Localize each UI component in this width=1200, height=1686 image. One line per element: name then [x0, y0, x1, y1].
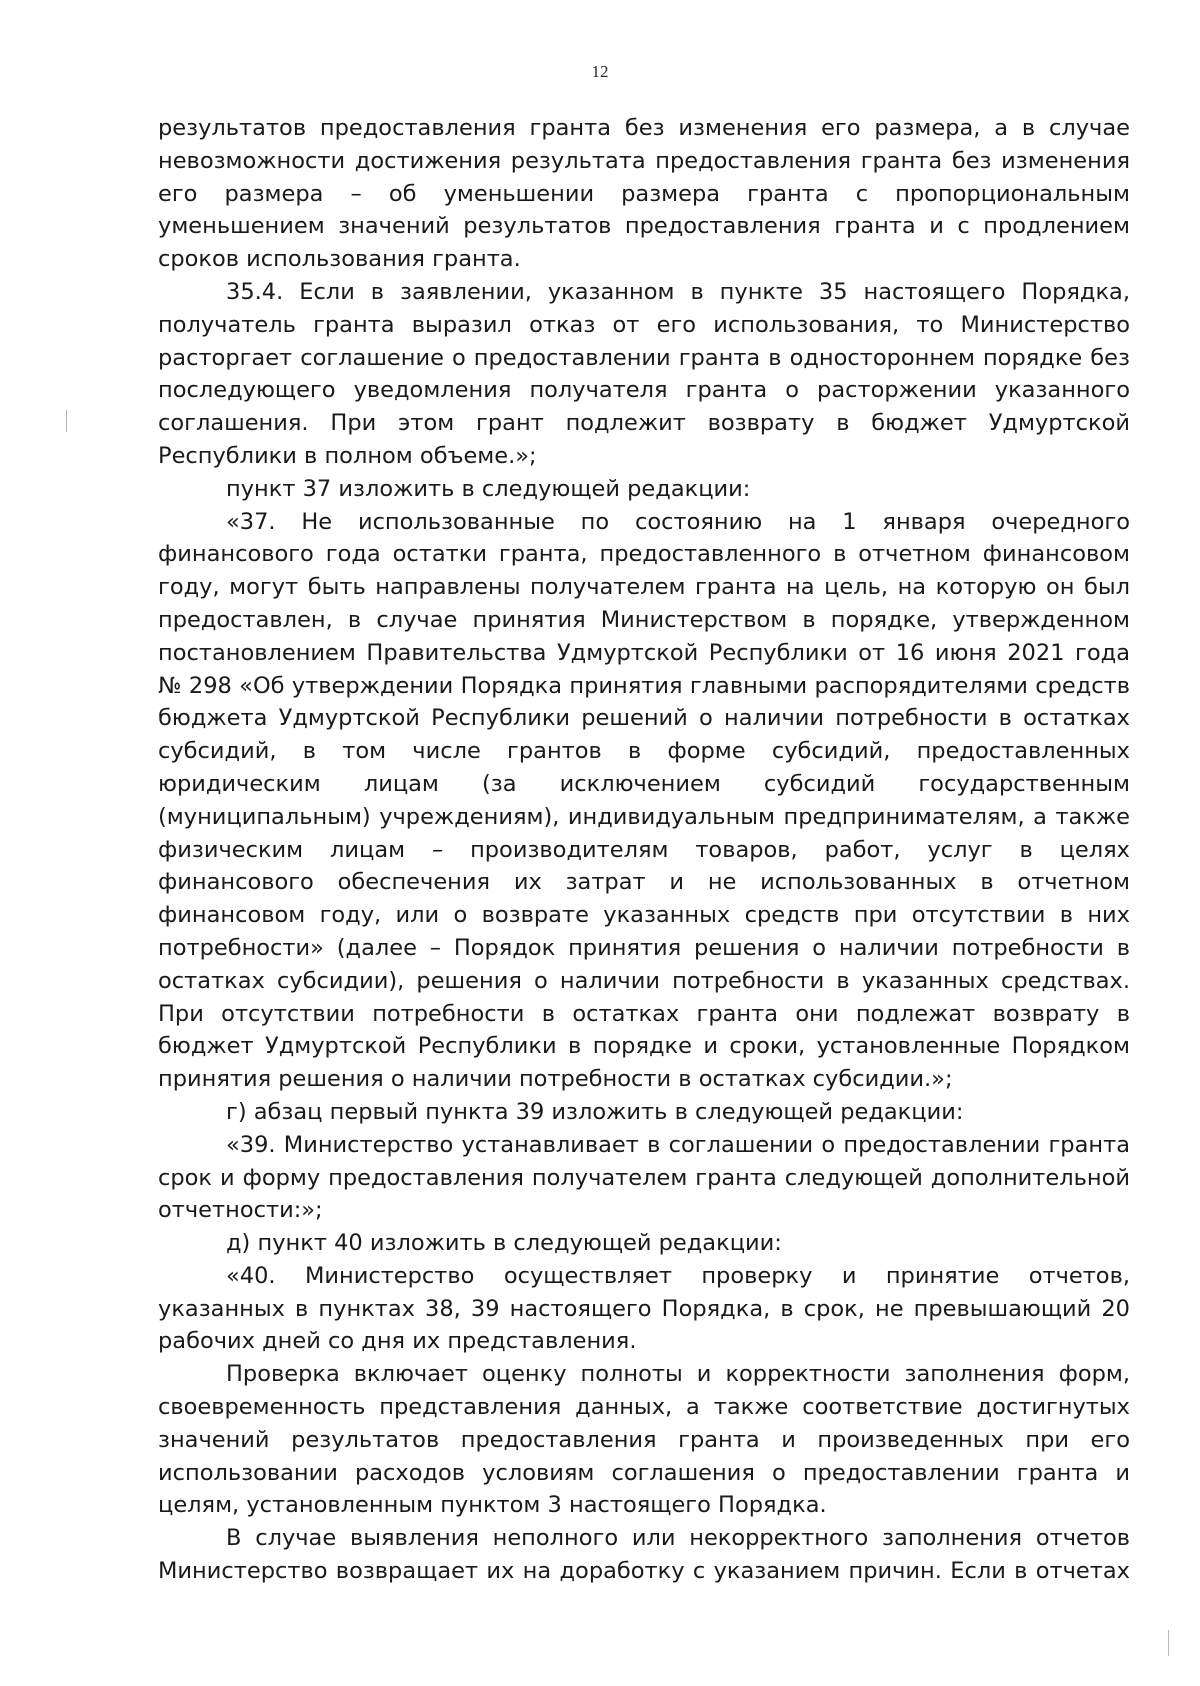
paragraph-37: «37. Не использованные по состоянию на 1 января очередного финансового года остатки гранта, предоставленного в отчетном финансовом году, могут быть направлены получателем гранта на цель, на которую он был предоставлен, в случае принятия Министерством в порядке, утвержденном постановлением Правительства Удмуртской Республики от 16 июня 2021 года № 298 «Об утверждении Порядка принятия главными распорядителями средств бюджета Удмуртской Республики решений о наличии потребности в остатках субсидий, в том числе грантов в форме субсидий, предоставленных юридическим лицам (за исключением субсидий государственным (муниципальным) учреждениям), индивидуальным предпринимателям, а также физическим лицам – производителям товаров, работ, услуг в целях финансового обеспечения их затрат и не использованных в отчетном финансовом году, или о возврате указанных средств при отсутствии в них потребности» (далее – Порядок принятия решения о наличии потребности в остатках субсидии), решения о наличии потребности в указанных средствах. При отсутствии потребности в остатках гранта они подлежат возврату в бюджет Удмуртской Республики в порядке и сроки, установленные Порядком принятия решения о наличии потребности в остатках субсидии.»;: [158, 508, 1130, 1093]
paragraph-amend-39: г) абзац первый пункта 39 изложить в следующей редакции:: [226, 1098, 964, 1125]
paragraph-incomplete-reports: В случае выявления неполного или некорректного заполнения отчетов Министерство возвращает их на доработку с указанием причин. Если в отчетах: [158, 1525, 1130, 1585]
paragraph-verification: Проверка включает оценку полноты и корректности заполнения форм, своевременность представления данных, а также соответствие достигнутых значений результатов предоставления гранта и произведенных при его использовании расходов условиям соглашения о предоставлении гранта и целям, установленным пунктом 3 настоящего Порядка.: [158, 1361, 1130, 1519]
page-number: 12: [591, 62, 609, 81]
scan-artifact-bottom-right: [1168, 1630, 1169, 1656]
paragraph-continuation: результатов предоставления гранта без изменения его размера, а в случае невозможности достижения результата предоставления гранта без изменения его размера – об уменьшении размера гранта с пропорциональным уменьшением значений результатов предоставления гранта и с продлением сроков использования гранта.: [158, 115, 1130, 273]
paragraph-amend-40: д) пункт 40 изложить в следующей редакции:: [226, 1230, 782, 1257]
paragraph-amend-37: пункт 37 изложить в следующей редакции:: [226, 475, 751, 502]
paragraph-39: «39. Министерство устанавливает в соглашении о предоставлении гранта срок и форму предоставления получателем гранта следующей дополнительной отчетности:»;: [158, 1131, 1130, 1224]
paragraph-40: «40. Министерство осуществляет проверку и принятие отчетов, указанных в пунктах 38, 39 настоящего Порядка, в срок, не превышающий 20 рабочих дней со дня их представления.: [158, 1262, 1130, 1355]
document-body: [158, 112, 1130, 1588]
paragraph-35-4: 35.4. Если в заявлении, указанном в пункте 35 настоящего Порядка, получатель гранта выразил отказ от его использования, то Министерство расторгает соглашение о предоставлении гранта в одностороннем порядке без последующего уведомления получателя гранта о расторжении указанного соглашения. При этом грант подлежит возврату в бюджет Удмуртской Республики в полном объеме.»;: [158, 278, 1130, 469]
scan-artifact-left: [66, 410, 67, 432]
